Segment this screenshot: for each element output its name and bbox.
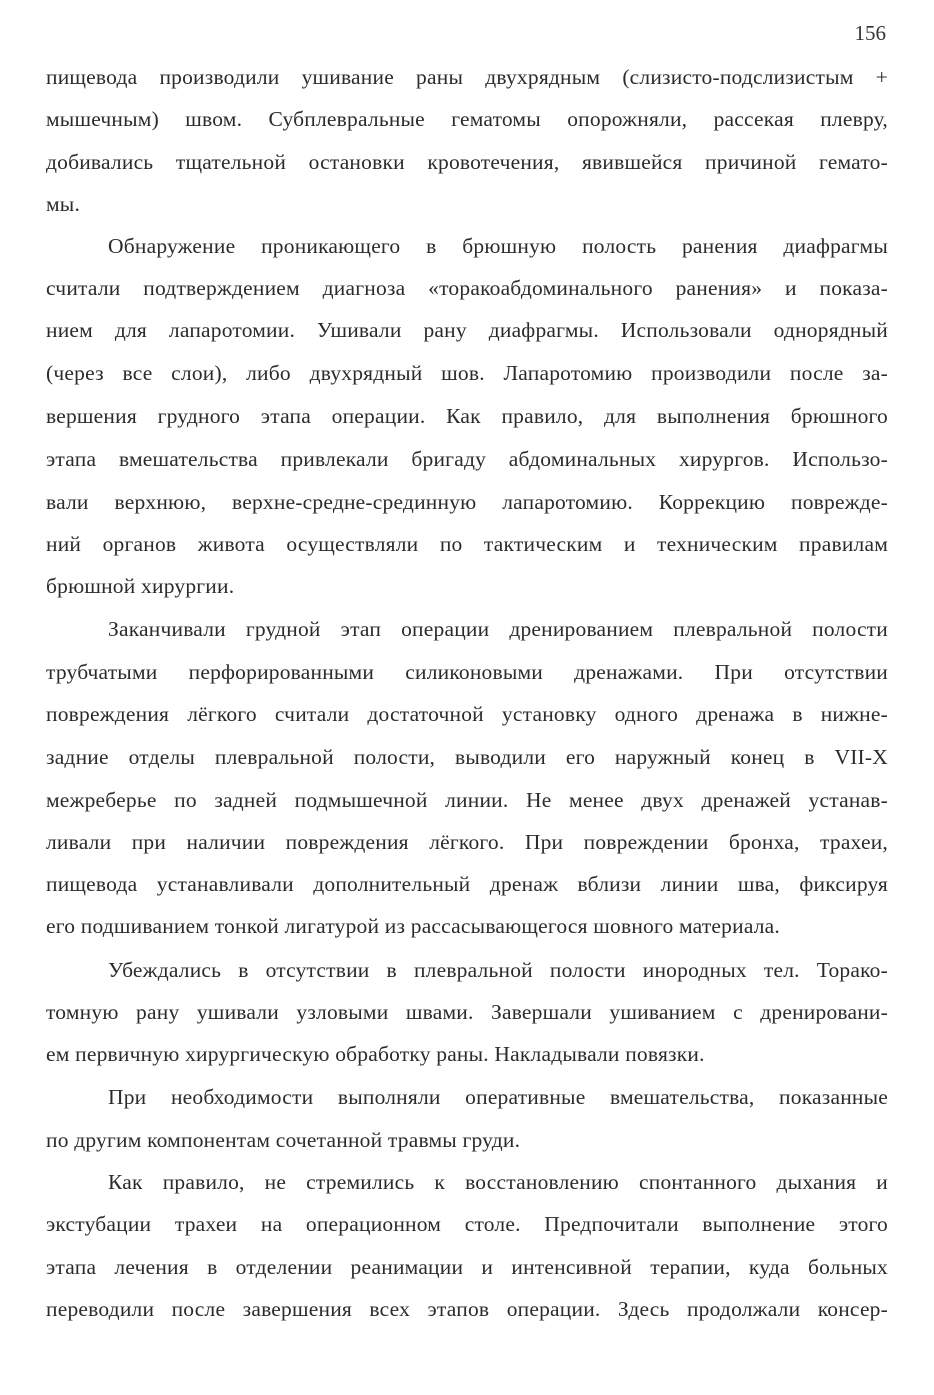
- text-line: экстубации трахеи на операционном столе. Предпочитали выполнение этого: [46, 1212, 888, 1236]
- text-line: мышечным) швом. Субплевральные гематомы опорожняли, рассекая плевру,: [46, 107, 888, 131]
- text-line: томную рану ушивали узловыми швами. Завершали ушиванием с дренировани-: [46, 1000, 888, 1024]
- text-line: повреждения лёгкого считали достаточной установку одного дренажа в нижне-: [46, 702, 888, 726]
- text-line: Заканчивали грудной этап операции дренированием плевральной полости: [108, 617, 888, 641]
- text-line: этапа лечения в отделении реанимации и интенсивной терапии, куда больных: [46, 1255, 888, 1279]
- text-line: задние отделы плевральной полости, выводили его наружный конец в VII-X: [46, 745, 888, 769]
- text-line: ливали при наличии повреждения лёгкого. При повреждении бронха, трахеи,: [46, 830, 888, 854]
- text-line: нием для лапаротомии. Ушивали рану диафрагмы. Использовали однорядный: [46, 318, 888, 342]
- text-line: вершения грудного этапа операции. Как правило, для выполнения брюшного: [46, 404, 888, 428]
- text-line: мы.: [46, 192, 81, 216]
- text-line: ний органов живота осуществляли по тактическим и техническим правилам: [46, 532, 888, 556]
- text-line: (через все слои), либо двухрядный шов. Лапаротомию производили после за-: [46, 361, 888, 385]
- text-line: межреберье по задней подмышечной линии. Не менее двух дренажей устанав-: [46, 788, 888, 812]
- text-line: по другим компонентам сочетанной травмы груди.: [46, 1128, 521, 1152]
- text-line: брюшной хирургии.: [46, 574, 235, 598]
- text-line: трубчатыми перфорированными силиконовыми дренажами. При отсутствии: [46, 660, 888, 684]
- text-line: Убеждались в отсутствии в плевральной полости инородных тел. Торако-: [108, 958, 888, 982]
- text-line: пищевода устанавливали дополнительный дренаж вблизи линии шва, фиксируя: [46, 872, 888, 896]
- text-line: ем первичную хирургическую обработку раны. Накладывали повязки.: [46, 1042, 705, 1066]
- text-line: этапа вмешательства привлекали бригаду абдоминальных хирургов. Использо-: [46, 447, 888, 471]
- text-line: вали верхнюю, верхне-средне-срединную лапаротомию. Коррекцию поврежде-: [46, 490, 888, 514]
- text-line: переводили после завершения всех этапов операции. Здесь продолжали консер-: [46, 1297, 888, 1321]
- text-line: его подшиванием тонкой лигатурой из рассасывающегося шовного материала.: [46, 914, 780, 938]
- text-line: При необходимости выполняли оперативные вмешательства, показанные: [108, 1085, 888, 1109]
- page-number: 156: [854, 21, 886, 45]
- text-line: считали подтверждением диагноза «торакоабдоминального ранения» и показа-: [46, 276, 888, 300]
- text-line: Обнаружение проникающего в брюшную полость ранения диафрагмы: [108, 234, 888, 258]
- text-line: Как правило, не стремились к восстановлению спонтанного дыхания и: [108, 1170, 888, 1194]
- text-line: пищевода производили ушивание раны двухрядным (слизисто-подслизистым +: [46, 65, 888, 89]
- text-line: добивались тщательной остановки кровотечения, явившейся причиной гемато-: [46, 150, 888, 174]
